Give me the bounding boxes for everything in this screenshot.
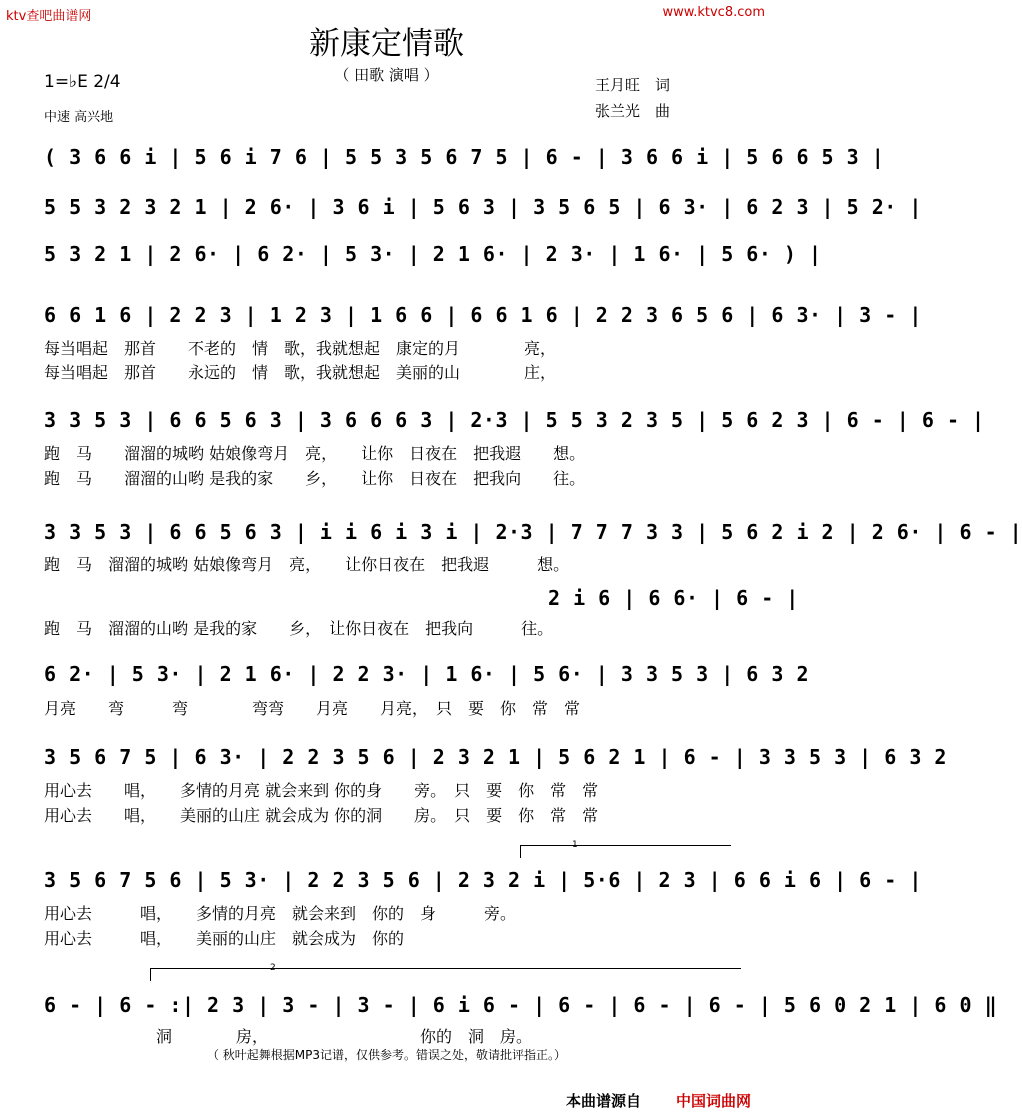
footnote: （ 秋叶起舞根据MP3记谱，仅供参考。错误之处，敬请批评指正。） (206, 1048, 567, 1062)
score-line-5: 3 3 5 3 | 6 6 5 6 3 | 3 6 6 6 3 | 2·3 | 5 5 3 2 3 5 | 5 6 2 3 | 6 - | 6 - | (44, 408, 985, 432)
lyric-line: 用心去 唱， 多情的月亮 就会来到 你的 身 旁。 (44, 904, 517, 923)
watermark-left: ktv查吧曲谱网 (6, 9, 92, 24)
lyric-line: 每当唱起 那首 不老的 情 歌，我就想起 康定的月 亮， (44, 339, 557, 358)
score-line-10: 6 - | 6 - :| 2 3 | 3 - | 3 - | 6 i 6 - | 6 - | 6 - | 6 - | 5 6 0 2 1 | 6 0 ‖ (44, 993, 998, 1017)
score-line-6-alt: 2 i 6 | 6 6· | 6 - | (548, 586, 799, 610)
score-line-4: 6 6 1 6 | 2 2 3 | 1 2 3 | 1 6 6 | 6 6 1 6 | 2 2 3 6 5 6 | 6 3· | 3 - | (44, 303, 922, 327)
volta-bracket-1 (520, 845, 731, 858)
lyricist: 王月旺 词 (595, 76, 671, 94)
volta-bracket-2 (150, 968, 741, 981)
watermark-right: www.ktvc8.com (662, 5, 765, 20)
lyric-line: 用心去 唱， 美丽的山庄 就会成为 你的 (44, 929, 405, 948)
lyric-line: 跑 马 溜溜的山哟 是我的家 乡， 让你 日夜在 把我向 往。 (44, 469, 586, 488)
score-line-1: ( 3 6 6 i | 5 6 i 7 6 | 5 5 3 5 6 7 5 | 6 - | 3 6 6 i | 5 6 6 5 3 | (44, 145, 885, 169)
source-label: 本曲谱源自 (566, 1092, 642, 1110)
song-title: 新康定情歌 (309, 26, 464, 62)
score-line-2: 5 5 3 2 3 2 1 | 2 6· | 3 6 i | 5 6 3 | 3 5 6 5 | 6 3· | 6 2 3 | 5 2· | (44, 195, 922, 219)
lyric-line: 跑 马 溜溜的山哟 是我的家 乡， 让你日夜在 把我向 往。 (44, 619, 554, 638)
composer: 张兰光 曲 (595, 102, 671, 120)
tempo-marking: 中速 高兴地 (44, 110, 114, 125)
lyric-line: 月亮 弯 弯 弯弯 月亮 月亮， 只 要 你 常 常 (44, 699, 581, 718)
score-line-3: 5 3 2 1 | 2 6· | 6 2· | 5 3· | 2 1 6· | 2 3· | 1 6· | 5 6· ) | (44, 242, 822, 266)
volta-number-2: 2 (270, 963, 276, 973)
lyric-line: 用心去 唱， 多情的月亮 就会来到 你的身 旁。 只 要 你 常 常 (44, 781, 599, 800)
score-line-9: 3 5 6 7 5 6 | 5 3· | 2 2 3 5 6 | 2 3 2 i | 5·6 | 2 3 | 6 6 i 6 | 6 - | (44, 868, 922, 892)
lyric-line: 跑 马 溜溜的城哟 姑娘像弯月 亮， 让你 日夜在 把我遐 想。 (44, 444, 586, 463)
lyric-line: 洞 房， 你的 洞 房。 (44, 1027, 533, 1046)
key-signature: 1=♭E 2/4 (44, 72, 121, 92)
score-line-7: 6 2· | 5 3· | 2 1 6· | 2 2 3· | 1 6· | 5 6· | 3 3 5 3 | 6 3 2 (44, 662, 810, 686)
volta-number-1: 1 (572, 840, 578, 850)
lyric-line: 每当唱起 那首 永远的 情 歌，我就想起 美丽的山 庄， (44, 363, 557, 382)
source-brand: 中国词曲网 (676, 1092, 752, 1110)
lyric-line: 用心去 唱， 美丽的山庄 就会成为 你的洞 房。 只 要 你 常 常 (44, 806, 599, 825)
lyric-line: 跑 马 溜溜的城哟 姑娘像弯月 亮， 让你日夜在 把我遐 想。 (44, 555, 570, 574)
score-line-6: 3 3 5 3 | 6 6 5 6 3 | i i 6 i 3 i | 2·3 | 7 7 7 3 3 | 5 6 2 i 2 | 2 6· | 6 - | (44, 520, 1022, 544)
score-line-8: 3 5 6 7 5 | 6 3· | 2 2 3 5 6 | 2 3 2 1 | 5 6 2 1 | 6 - | 3 3 5 3 | 6 3 2 (44, 745, 947, 769)
performer: （ 田歌 演唱 ） (334, 66, 439, 84)
